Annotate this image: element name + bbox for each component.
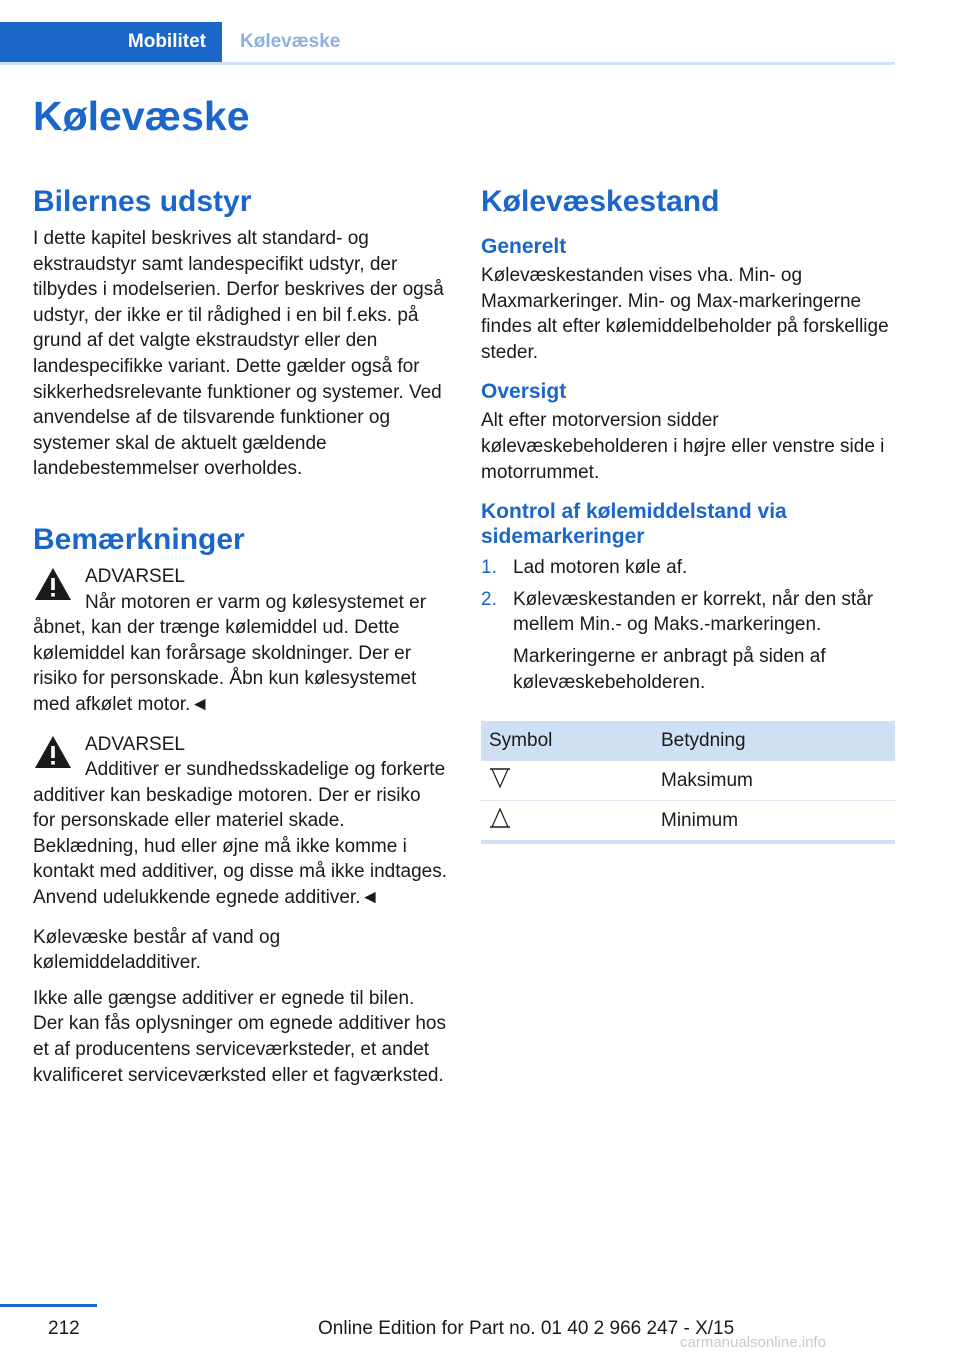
header-tabbar (0, 22, 895, 65)
warning-label: ADVARSEL (85, 733, 185, 755)
warning-triangle-icon (33, 734, 73, 770)
min-marker-icon (489, 807, 511, 829)
footer-divider (0, 1304, 97, 1307)
tab-kolevaeske[interactable]: Kølevæske (240, 31, 341, 52)
steps-list (481, 555, 895, 695)
paragraph-coolant-composition: Kølevæske består af vand og kølemiddeladditiver. (33, 926, 281, 974)
table-row (481, 801, 895, 843)
warning-text: Når motoren er varm og kølesystemet er åbnet, kan der trænge kølemiddel ud. Dette kølemiddel kan forårsage skoldninger. Der er risiko for personskade. Åbn kun kølesystemet med afkølet motor.◄ (33, 591, 427, 715)
max-marker-icon (489, 767, 511, 789)
step-number: 2. (481, 588, 497, 610)
section-body-bilernes-udstyr: I dette kapitel beskrives alt standard- og ekstraudstyr samt landespecifikt udstyr, der tilbydes i modelserien. Derfor beskrives der også udstyr, der ikke er til rådighed i en bil f.eks. på grund af det valgte ekstraudstyr eller den landespecifikke variant. Dette gælder også for sikkerhedsrelevante funktioner og systemer. Ved anvendelse af de tilsvarende funktioner og systemer skal de aktuelt gældende landebestemmelser overholdes. (33, 228, 444, 480)
table-header-symbol: Symbol (481, 721, 653, 761)
subsection-body-generelt: Kølevæskestanden vises vha. Min- og Maxmarkeringer. Min- og Max-markeringerne findes alt efter kølemiddelbeholder på forskellige steder. (481, 265, 889, 363)
table-header-row (481, 721, 895, 761)
table-header-meaning: Betydning (653, 721, 895, 761)
section-title-kolevaeskestand: Kølevæskestand (481, 185, 720, 218)
list-item (481, 555, 895, 581)
page-title: Kølevæske (33, 93, 250, 139)
subsection-body-oversigt: Alt efter motorversion sidder kølevæskebeholderen i højre eller venstre side i motorrummet. (481, 410, 885, 483)
step-number: 1. (481, 557, 497, 579)
warning-triangle-icon (33, 566, 73, 602)
warning-block (33, 564, 447, 718)
tab-mobilitet[interactable]: Mobilitet (0, 22, 222, 62)
table-cell-symbol (481, 761, 653, 801)
paragraph-additives-info: Ikke alle gængse additiver er egnede til bilen. Der kan fås oplysninger om egnede additiver hos et af producentens serviceværksteder, et andet kvalificeret serviceværksted eller et fagværksted. (33, 987, 446, 1086)
section-title-bemaerkninger: Bemærkninger (33, 522, 245, 556)
list-item (481, 587, 895, 695)
table-cell-meaning: Maksimum (653, 761, 895, 801)
subsection-title-kontrol: Kontrol af kølemiddelstand via sidemarkeringer (481, 500, 787, 549)
symbol-table (481, 721, 895, 844)
table-row (481, 761, 895, 801)
step-note: Markeringerne er anbragt på siden af kølevæskebeholderen. (513, 645, 826, 693)
section-title-bilernes-udstyr: Bilernes udstyr (33, 185, 252, 218)
edition-info: Online Edition for Part no. 01 40 2 966 247 - X/15 (318, 1318, 735, 1339)
table-cell-meaning: Minimum (653, 801, 895, 843)
watermark: carmanualsonline.info (680, 1334, 826, 1351)
page-number: 212 (48, 1318, 80, 1339)
table-cell-symbol (481, 801, 653, 843)
warning-text: Additiver er sundhedsskadelige og forkerte additiver kan beskadige motoren. Der er risiko for personskade eller materiel skade. Beklædning, hud eller øjne må ikke komme i kontakt med additiver, og disse må ikke indtages. Anvend udelukkende egnede additiver.◄ (33, 759, 448, 909)
step-text: Lad motoren køle af. (513, 557, 688, 579)
step-text: Kølevæskestanden er korrekt, når den står mellem Min.- og Maks.-markeringen. (513, 588, 874, 636)
left-column (33, 184, 447, 1098)
subsection-title-generelt: Generelt (481, 235, 567, 258)
warning-label: ADVARSEL (85, 565, 185, 587)
subsection-title-oversigt: Oversigt (481, 380, 567, 404)
warning-block (33, 732, 447, 911)
right-column (481, 184, 895, 844)
